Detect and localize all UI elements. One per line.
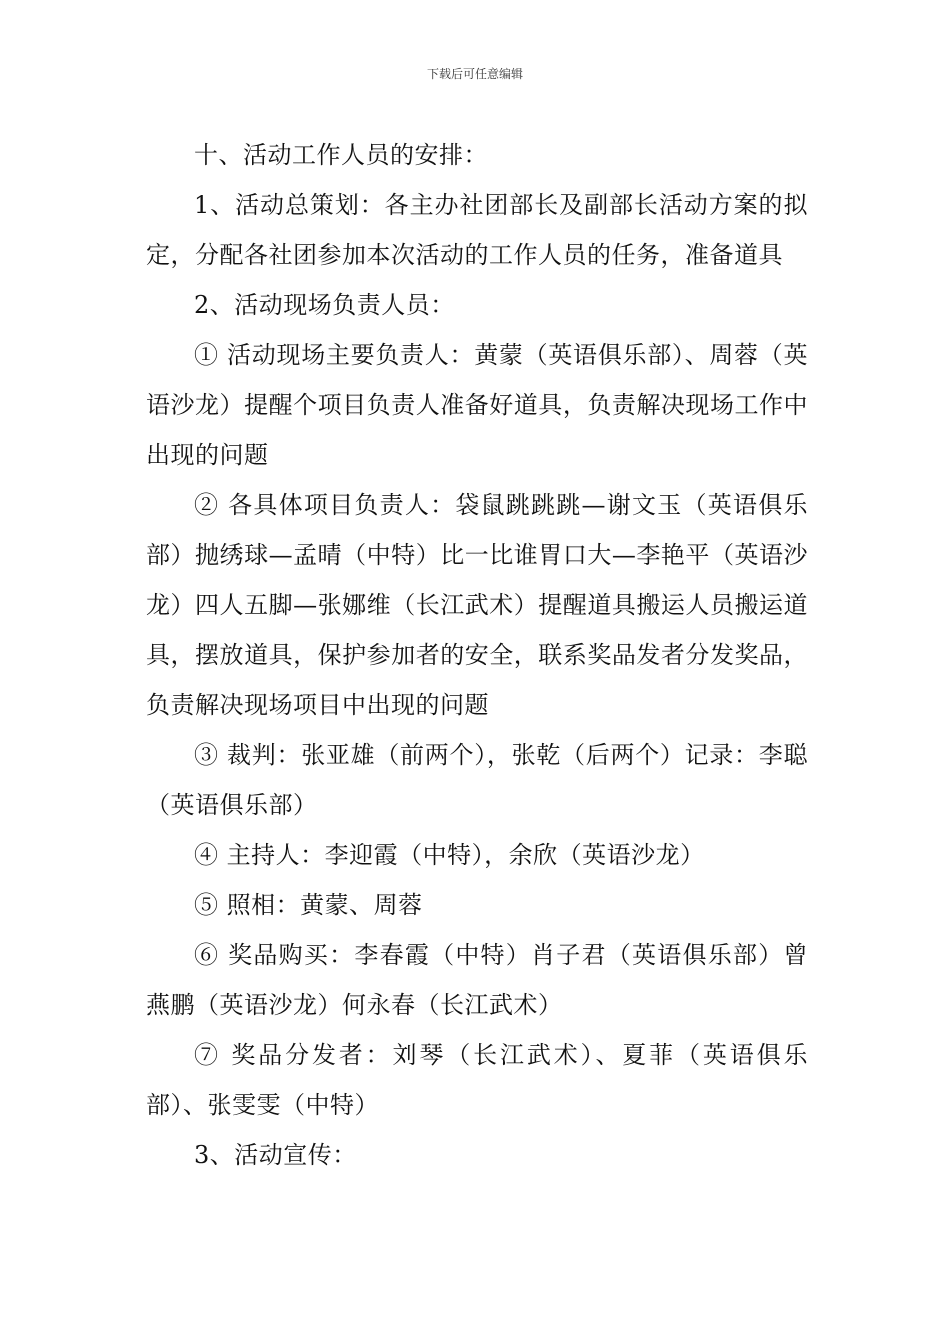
section-heading: 十、活动工作人员的安排：	[194, 141, 488, 169]
subsection-heading-onsite: 2、活动现场负责人员：	[194, 291, 455, 319]
paragraph-prize-distribution: ⑦ 奖品分发者：刘琴（长江武术）、夏菲（英语俱乐部）、张雯雯（中特）	[146, 1041, 808, 1119]
paragraph-project-leads: ② 各具体项目负责人：袋鼠跳跳跳—谢文玉（英语俱乐部）抛绣球—孟晴（中特）比一比谁胃口大—李艳平（英语沙龙）四人五脚—张娜维（长江武术）提醒道具搬运人员搬运道具，摆放道具，保护参加者的安全，联系奖品发者分发奖品，负责解决现场项目中出现的问题	[146, 491, 808, 719]
paragraph-photography: ⑤ 照相：黄蒙、周蓉	[194, 891, 423, 919]
paragraph-planning: 1、活动总策划：各主办社团部长及副部长活动方案的拟定，分配各社团参加本次活动的工作人员的任务，准备道具	[146, 191, 808, 269]
paragraph-onsite-lead: ① 活动现场主要负责人：黄蒙（英语俱乐部）、周蓉（英语沙龙）提醒个项目负责人准备好道具，负责解决现场工作中出现的问题	[146, 341, 808, 469]
document-body	[146, 130, 808, 1180]
subsection-heading-publicity: 3、活动宣传：	[194, 1141, 357, 1169]
paragraph-prize-purchase: ⑥ 奖品购买：李春霞（中特）肖子君（英语俱乐部）曾燕鹏（英语沙龙）何永春（长江武术）	[146, 941, 808, 1019]
paragraph-hosts: ④ 主持人：李迎霞（中特），余欣（英语沙龙）	[194, 841, 705, 869]
page-header: 下载后可任意编辑	[426, 67, 523, 81]
paragraph-referees: ③ 裁判：张亚雄（前两个），张乾（后两个）记录：李聪（英语俱乐部）	[146, 741, 808, 819]
